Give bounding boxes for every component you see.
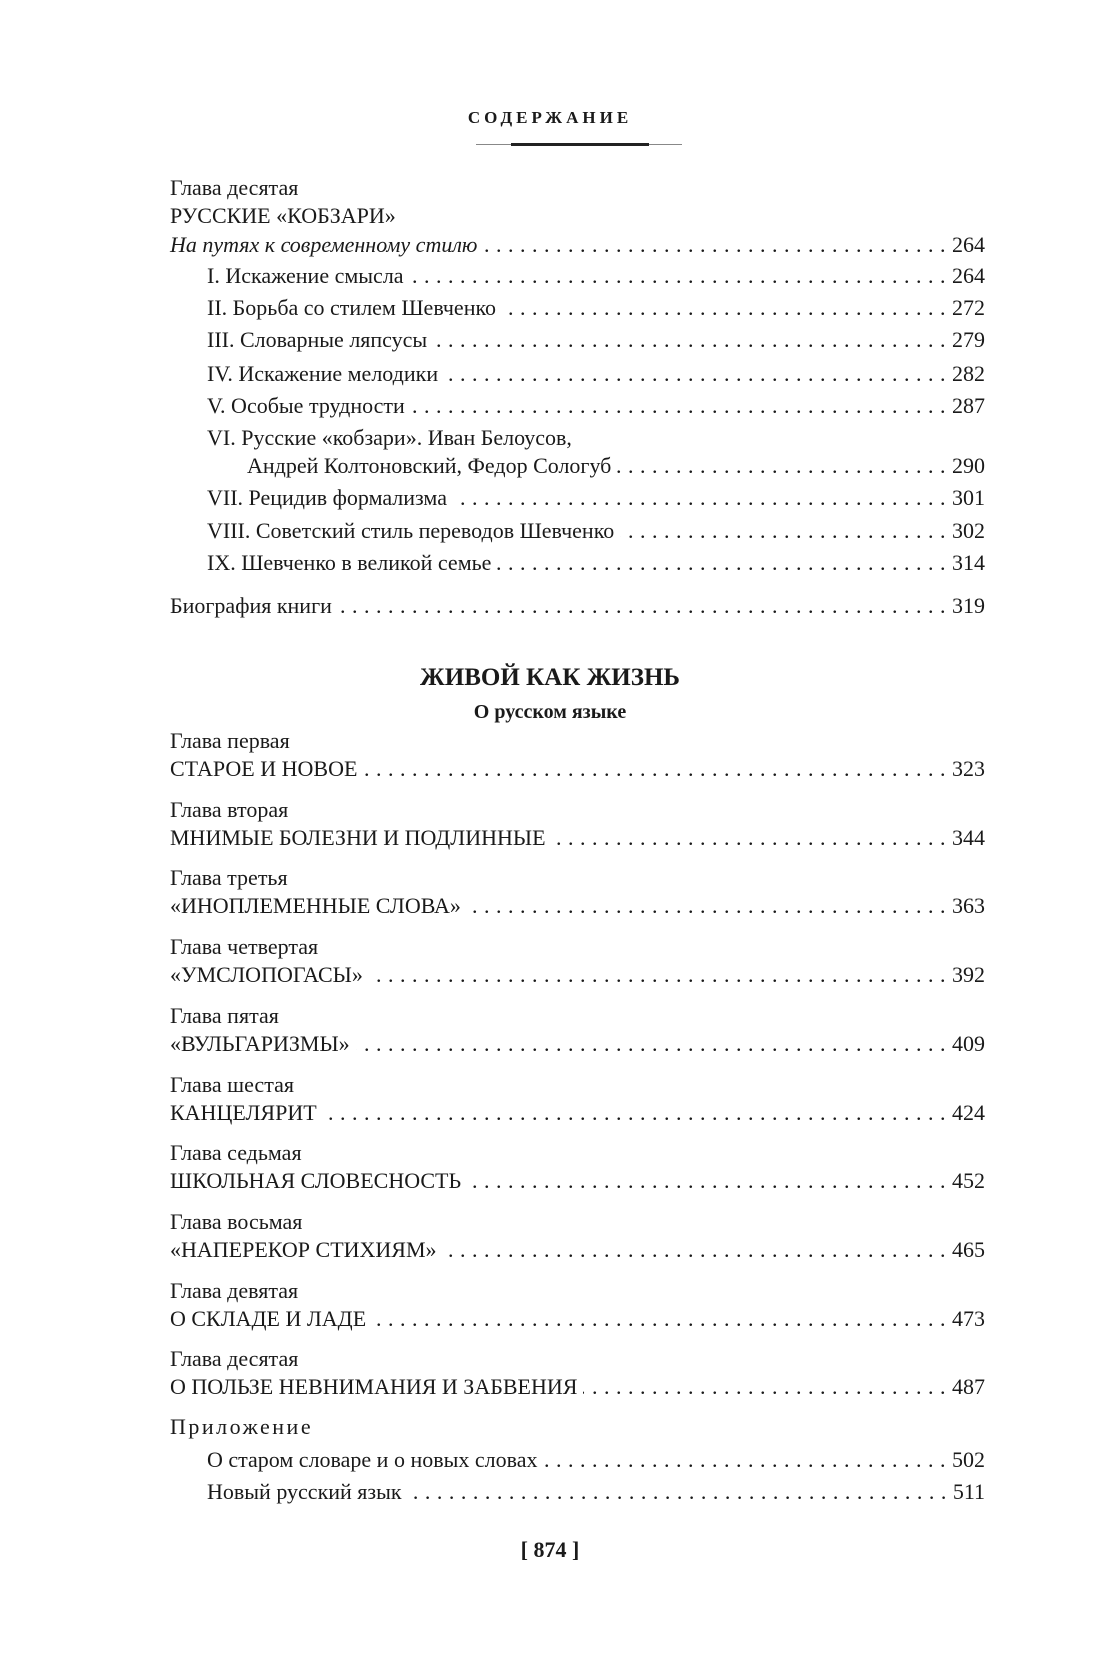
chapter-label: Глава десятая: [170, 175, 299, 200]
dot-leader: [467, 1167, 946, 1195]
entry-page: 465: [952, 1237, 985, 1262]
toc-entry: [207, 1478, 985, 1506]
dot-leader: [453, 484, 946, 512]
part-title: ЖИВОЙ КАК ЖИЗНЬ: [420, 664, 680, 691]
entry-page: 473: [952, 1306, 985, 1331]
chapter-label: Глава девятая: [170, 1278, 299, 1303]
entry-title: О ПОЛЬЗЕ НЕВНИМАНИЯ И ЗАБВЕНИЯ: [170, 1374, 578, 1399]
toc-entry: [207, 326, 985, 354]
toc-entry: [207, 517, 985, 545]
toc-entry: [170, 755, 985, 783]
dot-leader: [411, 392, 946, 420]
toc-entry: [170, 231, 985, 259]
toc-entry: [207, 1446, 985, 1474]
entry-page: 502: [952, 1447, 985, 1472]
entry-title: ШКОЛЬНАЯ СЛОВЕСНОСТЬ: [170, 1168, 462, 1193]
dot-leader: [620, 517, 946, 545]
entry-title: «ИНОПЛЕМЕННЫЕ СЛОВА»: [170, 893, 461, 918]
dot-leader: [497, 549, 946, 577]
chapter-label: Глава седьмая: [170, 1140, 302, 1165]
dot-leader: [372, 1305, 946, 1333]
dot-leader: [617, 452, 946, 480]
entry-page: 290: [952, 453, 985, 478]
toc-entry: [170, 1099, 985, 1127]
toc-entry: [207, 294, 985, 322]
toc-entry: [170, 1373, 985, 1401]
entry-page: 487: [952, 1374, 985, 1399]
toc-entry: [207, 360, 985, 388]
entry-page: 264: [952, 263, 985, 288]
dot-leader: [583, 1373, 946, 1401]
running-header: СОДЕРЖАНИЕ: [467, 108, 633, 127]
toc-entry: [207, 484, 985, 512]
toc-entry: [170, 961, 985, 989]
header-rule-accent: [511, 143, 649, 146]
entry-title: V. Особые трудности: [207, 393, 405, 418]
entry-title: Биография книги: [170, 593, 332, 618]
dot-leader: [338, 592, 946, 620]
entry-page: 282: [952, 361, 985, 386]
entry-title: О СКЛАДЕ И ЛАДЕ: [170, 1306, 367, 1331]
entry-title: VI. Русские «кобзари». Иван Белоусов,: [207, 425, 572, 450]
entry-page: 424: [952, 1100, 985, 1125]
chapter-label: Глава четвертая: [170, 934, 319, 959]
entry-page: 344: [952, 825, 985, 850]
entry-title: II. Борьба со стилем Шевченко: [207, 295, 497, 320]
dot-leader: [443, 1236, 946, 1264]
dot-leader: [467, 892, 946, 920]
entry-title: VIII. Советский стиль переводов Шевченко: [207, 518, 615, 543]
entry-title-continued: Андрей Колтоновский, Федор Сологуб: [247, 453, 612, 478]
toc-entry: [170, 1305, 985, 1333]
entry-title: СТАРОЕ И НОВОЕ: [170, 756, 358, 781]
toc-entry: [170, 1236, 985, 1264]
dot-leader: [483, 231, 946, 259]
entry-title: О старом словаре и о новых словах: [207, 1447, 538, 1472]
entry-title: IV. Искажение мелодики: [207, 361, 439, 386]
entry-page: 323: [952, 756, 985, 781]
dot-leader: [552, 824, 946, 852]
entry-title: III. Словарные ляпсусы: [207, 327, 428, 352]
part-subtitle: О русском языке: [473, 701, 627, 723]
dot-leader: [323, 1099, 946, 1127]
chapter-label: Глава третья: [170, 865, 288, 890]
chapter-label: Глава десятая: [170, 1346, 299, 1371]
toc-entry: [207, 262, 985, 290]
toc-entry: [170, 892, 985, 920]
toc-entry: [207, 392, 985, 420]
dot-leader: [544, 1446, 947, 1474]
toc-entry: [170, 824, 985, 852]
dot-leader: [444, 360, 946, 388]
entry-page: 319: [952, 593, 985, 618]
toc-entry: [170, 592, 985, 620]
entry-title: IX. Шевченко в великой семье: [207, 550, 492, 575]
entry-page: 392: [952, 962, 985, 987]
chapter-label: Глава пятая: [170, 1003, 279, 1028]
dot-leader: [408, 1478, 947, 1506]
chapter-label: Глава шестая: [170, 1072, 294, 1097]
dot-leader: [363, 755, 946, 783]
entry-page: 279: [952, 327, 985, 352]
dot-leader: [433, 326, 946, 354]
appendix-label: Приложение: [170, 1414, 314, 1439]
dot-leader: [410, 262, 946, 290]
entry-page: 314: [952, 550, 985, 575]
dot-leader: [356, 1030, 946, 1058]
entry-title: VII. Рецидив формализма: [207, 485, 447, 510]
entry-page: 409: [952, 1031, 985, 1056]
entry-page: 363: [952, 893, 985, 918]
chapter-title: РУССКИЕ «КОБЗАРИ»: [170, 203, 396, 228]
entry-page: 511: [952, 1479, 985, 1504]
entry-page: 287: [952, 393, 985, 418]
dot-leader: [502, 294, 946, 322]
dot-leader: [369, 961, 946, 989]
entry-title: «ВУЛЬГАРИЗМЫ»: [170, 1031, 350, 1056]
entry-title: КАНЦЕЛЯРИТ: [170, 1100, 317, 1125]
toc-entry: [207, 549, 985, 577]
entry-page: 452: [952, 1168, 985, 1193]
entry-title: На путях к современному стилю: [170, 232, 478, 257]
toc-entry: [247, 452, 985, 480]
entry-title: Новый русский язык: [207, 1479, 402, 1504]
entry-title: I. Искажение смысла: [207, 263, 404, 288]
chapter-label: Глава восьмая: [170, 1209, 303, 1234]
page-number: [ 874 ]: [520, 1537, 580, 1562]
toc-entry: [170, 1030, 985, 1058]
entry-title: «УМСЛОПОГАСЫ»: [170, 962, 363, 987]
entry-page: 272: [952, 295, 985, 320]
entry-page: 301: [952, 485, 985, 510]
chapter-label: Глава первая: [170, 728, 290, 753]
entry-title: «НАПЕРЕКОР СТИХИЯМ»: [170, 1237, 437, 1262]
toc-entry: [170, 1167, 985, 1195]
entry-page: 302: [952, 518, 985, 543]
entry-title: МНИМЫЕ БОЛЕЗНИ И ПОДЛИННЫЕ: [170, 825, 546, 850]
entry-page: 264: [952, 232, 985, 257]
chapter-label: Глава вторая: [170, 797, 289, 822]
